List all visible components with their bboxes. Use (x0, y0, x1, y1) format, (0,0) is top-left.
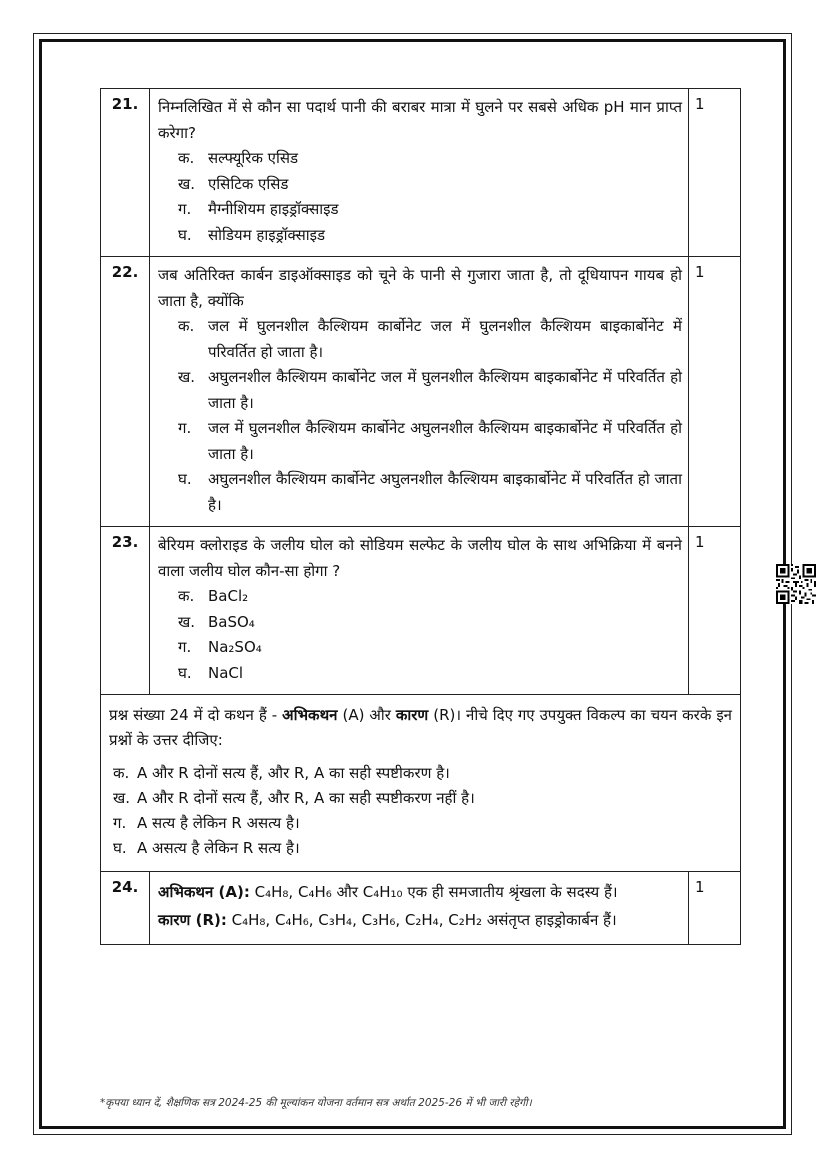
question-table (100, 88, 741, 945)
option-item (178, 197, 682, 223)
option-item (178, 223, 682, 249)
option-text: A और R दोनों सत्य हैं, और R, A का सही स्पष्टीकरण नहीं है। (137, 789, 475, 807)
option-item (178, 314, 682, 365)
question-body (150, 527, 689, 695)
option-text: एसिटिक एसिड (208, 174, 289, 193)
question-row-23 (101, 527, 741, 695)
option-text: सोडियम हाइड्रॉक्साइड (208, 225, 325, 244)
question-marks: 1 (689, 527, 741, 695)
reason-text: C₄H₈, C₄H₆, C₃H₄, C₃H₆, C₂H₄, C₂H₂ असंतृप्त हाइड्रोकार्बन हैं। (231, 911, 617, 929)
question-number: 23. (101, 527, 150, 695)
option-text: जल में घुलनशील कैल्शियम कार्बोनेट अघुलनशील कैल्शियम बाइकार्बोनेट में परिवर्तित हो जाता है। (208, 419, 682, 463)
instructions-row (101, 695, 741, 872)
option-label: ग. (178, 419, 192, 437)
instruction-option (113, 811, 732, 836)
question-marks: 1 (689, 89, 741, 257)
option-item (178, 635, 682, 661)
option-list (178, 146, 682, 248)
option-list (178, 314, 682, 518)
option-label: घ. (178, 663, 192, 682)
instructions-text (109, 703, 732, 753)
question-body (150, 257, 689, 527)
reason-word: कारण (395, 706, 429, 724)
option-item (178, 584, 682, 610)
question-number: 21. (101, 89, 150, 257)
option-label: ख. (178, 612, 196, 631)
question-row-24 (101, 872, 741, 945)
option-item (178, 467, 682, 518)
question-marks: 1 (689, 872, 741, 945)
instructions-outro: (R)। नीचे दिए गए उपयुक्त विकल्प का चयन करके इन प्रश्नों के उत्तर दीजिए: (109, 706, 733, 749)
option-text: अघुलनशील कैल्शियम कार्बोनेट जल में घुलनशील कैल्शियम बाइकार्बोनेट में परिवर्तित हो जाता है। (208, 368, 682, 412)
option-label: ख. (178, 368, 196, 386)
instructions-intro: प्रश्न संख्या 24 में दो कथन हैं - (109, 706, 283, 724)
option-label: घ. (178, 225, 192, 244)
option-label: क. (178, 317, 195, 335)
question-row-22 (101, 257, 741, 527)
question-number: 24. (101, 872, 150, 945)
assertion-text: C₄H₈, C₄H₆ और C₄H₁₀ एक ही समजातीय श्रृंखला के सदस्य हैं। (254, 883, 618, 901)
assertion-tag: (A) और (337, 706, 396, 724)
assertion-word: अभिकथन (282, 706, 338, 724)
option-list (178, 584, 682, 686)
option-item (178, 172, 682, 198)
option-label: घ. (178, 470, 192, 488)
option-label: क. (178, 149, 195, 167)
assertion-label: अभिकथन (A): (158, 883, 250, 901)
reason-label: कारण (R): (158, 911, 227, 929)
option-label: क. (178, 587, 195, 605)
instructions-cell (101, 695, 741, 872)
option-label: ख. (178, 174, 196, 193)
option-item (178, 146, 682, 172)
option-text: NaCl (208, 663, 244, 682)
option-label: घ. (113, 839, 127, 857)
option-text: A और R दोनों सत्य हैं, और R, A का सही स्पष्टीकरण है। (137, 764, 450, 782)
instruction-option (113, 786, 732, 811)
question-body (150, 89, 689, 257)
assertion-line (158, 878, 680, 906)
question-row-21 (101, 89, 741, 257)
option-text: सल्फ्यूरिक एसिड (208, 149, 298, 167)
option-text: A सत्य है लेकिन R असत्य है। (137, 814, 300, 832)
question-body (150, 872, 689, 945)
option-text: जल में घुलनशील कैल्शियम कार्बोनेट जल में घुलनशील कैल्शियम बाइकार्बोनेट में परिवर्तित हो जाता है। (208, 317, 682, 361)
question-marks: 1 (689, 257, 741, 527)
option-item (178, 365, 682, 416)
option-label: ग. (113, 814, 127, 832)
qr-code-icon (776, 564, 827, 608)
option-text: मैग्नीशियम हाइड्रॉक्साइड (208, 200, 339, 218)
question-number: 22. (101, 257, 150, 527)
option-label: ख. (113, 789, 131, 807)
instruction-option (113, 836, 732, 861)
option-item (178, 416, 682, 467)
option-text: अघुलनशील कैल्शियम कार्बोनेट अघुलनशील कैल्शियम बाइकार्बोनेट में परिवर्तित हो जाता है। (208, 470, 682, 514)
option-label: ग. (178, 638, 192, 656)
instruction-option-list (113, 761, 732, 861)
footer-note: *कृपया ध्यान दें, शैक्षणिक सत्र 2024-25 की मूल्यांकन योजना वर्तमान सत्र अर्थात 2025-26 में भी जारी रहेगी। (100, 1097, 532, 1109)
option-item (178, 661, 682, 687)
option-text: BaSO₄ (208, 612, 255, 631)
reason-line (158, 906, 680, 934)
option-label: क. (113, 764, 130, 782)
option-text: Na₂SO₄ (208, 638, 262, 656)
option-text: BaCl₂ (208, 587, 249, 605)
option-item (178, 610, 682, 636)
option-text: A असत्य है लेकिन R सत्य है। (137, 839, 300, 857)
question-stem: बेरियम क्लोराइड के जलीय घोल को सोडियम सल्फेट के जलीय घोल के साथ अभिक्रिया में बनने वाला जलीय घोल कौन-सा होगा ? (158, 536, 682, 580)
question-stem: निम्नलिखित में से कौन सा पदार्थ पानी की बराबर मात्रा में घुलने पर सबसे अधिक pH मान प्राप्त करेगा? (158, 98, 682, 142)
instruction-option (113, 761, 732, 786)
question-stem: जब अतिरिक्त कार्बन डाइऑक्साइड को चूने के पानी से गुजारा जाता है, तो दूधियापन गायब हो जाता है, क्योंकि (158, 266, 682, 310)
option-label: ग. (178, 200, 192, 218)
